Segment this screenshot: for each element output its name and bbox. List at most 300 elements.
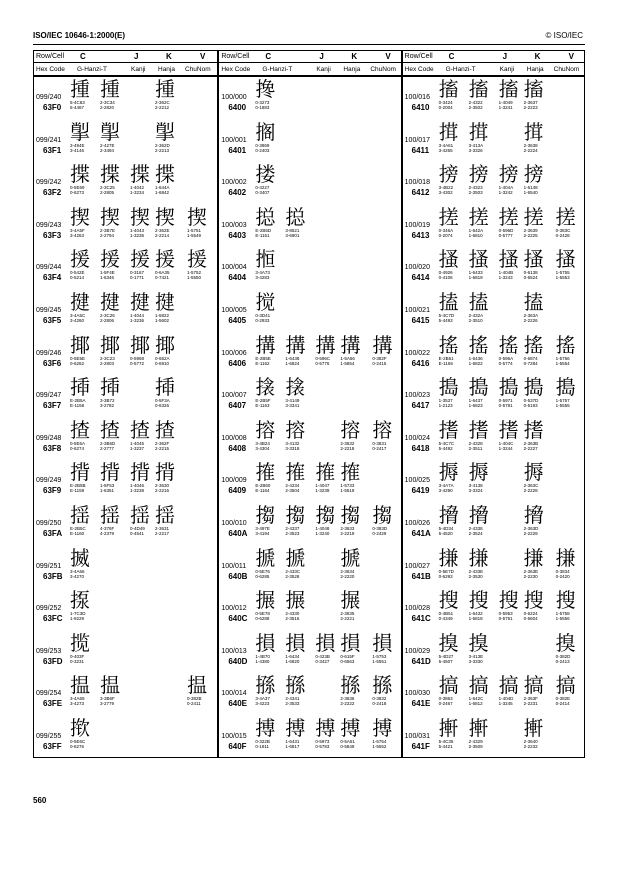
source-codes: [130, 270, 144, 280]
source-codes: [100, 696, 115, 706]
glyph-cell: [255, 589, 285, 621]
column-header-row: [219, 51, 400, 62]
glyph-cell: [469, 589, 499, 621]
source-codes: [469, 143, 484, 153]
glyph-cell: [255, 78, 285, 110]
source-codes: [524, 313, 539, 323]
source-code: 0-382B: [187, 696, 202, 702]
source-code: 3-494E: [70, 142, 85, 148]
table-row: [219, 588, 400, 624]
source-code: 3-6901: [285, 232, 300, 238]
source-codes: [155, 526, 169, 536]
source-codes: [372, 696, 386, 706]
hex-code: 6416: [411, 358, 430, 368]
ideograph-glyph: 揾: [70, 673, 90, 698]
source-code: 0-5772: [130, 360, 145, 366]
source-code: E-2B60: [255, 483, 271, 489]
source-code: 0-322B: [255, 739, 270, 744]
row-cell-label: 100/014: [221, 690, 247, 698]
source-code: 1-3239: [315, 488, 330, 494]
source-code: 1-6148: [523, 185, 538, 191]
source-code: E-1164: [255, 488, 270, 494]
glyph-cell: [100, 248, 130, 280]
glyph-cell: [439, 163, 469, 195]
ideograph-glyph: 搛: [523, 545, 544, 570]
row-cell-label: 100/027: [404, 562, 430, 570]
row-cell-label: 100/005: [221, 307, 247, 314]
glyph-cell: [439, 121, 469, 153]
source-code: 5-4C7C: [438, 440, 455, 446]
source-codes: [100, 185, 115, 195]
glyph-cell: [556, 376, 586, 408]
source-codes: [130, 228, 144, 238]
source-code: 5-4520: [438, 531, 453, 536]
ideograph-glyph: 搉: [285, 460, 306, 485]
row-cell-label: 099/252: [36, 605, 62, 613]
ideograph-glyph: 揹: [155, 460, 175, 485]
source-codes: [100, 483, 114, 493]
source-code: 0-382F: [372, 355, 387, 361]
table-row: [403, 588, 584, 624]
source-code: 5-4D27: [438, 653, 454, 659]
source-code: 0-5751: [498, 616, 513, 622]
row-cell-label: 100/004: [221, 264, 247, 272]
source-code: 0-2411: [187, 701, 201, 707]
source-code: 0-6288: [255, 616, 270, 622]
glyph-cell: [469, 334, 499, 366]
source-codes: [439, 185, 454, 195]
glyph-cell: [524, 674, 554, 706]
source-code: 2-4328: [468, 440, 483, 446]
row-cell-label: 099/254: [36, 690, 62, 698]
source-codes: [340, 356, 355, 366]
glyph-cell: [372, 632, 402, 664]
source-code: 0-3427: [315, 658, 330, 664]
source-code: 2-3C34: [100, 100, 115, 105]
source-code: 1-9229: [70, 616, 85, 622]
ideograph-glyph: 揱: [155, 119, 175, 144]
source-codes: [70, 441, 85, 451]
c-heading: C: [448, 52, 455, 61]
glyph-cell: [469, 78, 499, 110]
source-code: 1-6540: [523, 190, 538, 196]
ideograph-glyph: 搏: [285, 716, 306, 740]
ideograph-glyph: 援: [155, 247, 175, 272]
ideograph-glyph: 搆: [315, 332, 336, 357]
source-code: 2-3634: [340, 568, 355, 574]
source-code: 0-3167: [130, 270, 145, 276]
row-cell-label: 100/025: [404, 477, 430, 485]
ideograph-glyph: 搓: [498, 204, 519, 229]
table-row: [219, 673, 400, 709]
source-codes: [340, 526, 354, 536]
source-codes: [439, 228, 454, 238]
ideograph-glyph: 搘: [438, 417, 459, 442]
table-row: [219, 247, 400, 283]
source-codes: [285, 696, 299, 706]
row-cell-label: 099/245: [36, 307, 62, 314]
source-code: 1-4B70: [255, 653, 270, 659]
source-codes: [372, 654, 386, 664]
ideograph-glyph: 搐: [498, 77, 519, 101]
source-code: 0-2467: [438, 701, 453, 707]
source-code: 0-5193: [523, 403, 538, 409]
source-codes: [469, 739, 483, 749]
source-codes: [255, 611, 270, 621]
ideograph-glyph: 搑: [438, 119, 459, 144]
source-codes: [187, 228, 201, 238]
ideograph-glyph: 搛: [555, 545, 576, 570]
table-row: [403, 120, 584, 153]
hex-code: 6413: [411, 230, 430, 240]
ideograph-glyph: 揵: [100, 290, 120, 314]
source-codes: [499, 185, 514, 195]
source-code: 3-4273: [70, 701, 85, 707]
glyph-cell: [70, 248, 100, 280]
g-hanzi-heading: G-Hanzi-T: [77, 65, 107, 73]
j-heading: J: [134, 52, 139, 61]
glyph-cell: [439, 248, 469, 280]
source-code: 1-3237: [130, 445, 145, 451]
source-code: 0-542E: [70, 270, 85, 276]
source-code: 2-2777: [100, 445, 115, 451]
ideograph-glyph: 揹: [100, 460, 120, 485]
ideograph-glyph: 搗: [468, 375, 489, 400]
source-code: 2-2820: [100, 105, 115, 110]
source-codes: [155, 441, 169, 451]
source-code: 0-5971: [498, 398, 513, 404]
source-code: 3-8521: [285, 227, 300, 233]
source-code: 0-3273: [255, 100, 270, 105]
source-codes: [524, 526, 539, 536]
source-codes: [556, 228, 571, 238]
table-row: [219, 77, 400, 110]
glyph-cell: [255, 419, 285, 451]
source-codes: [469, 398, 483, 408]
header-rule: [33, 44, 585, 45]
source-code: 0-6293: [438, 573, 453, 579]
table-row: [403, 375, 584, 411]
source-codes: [499, 398, 513, 408]
table-row: [403, 546, 584, 579]
hex-code: 63FD: [43, 656, 63, 666]
source-codes: [70, 356, 85, 366]
source-code: 0-2933: [255, 318, 270, 323]
glyph-cell: [524, 78, 554, 110]
source-code: 1-6431: [285, 739, 300, 744]
table-row: [34, 290, 217, 323]
row-cell-label: 100/024: [404, 434, 430, 442]
subheader-row: [403, 62, 584, 77]
k-heading: K: [534, 52, 541, 61]
source-code: 0-382D: [555, 653, 571, 659]
glyph-cell: [556, 248, 586, 280]
ideograph-glyph: 搇: [255, 375, 276, 400]
glyph-cell: [439, 419, 469, 451]
hex-code: 640E: [228, 699, 248, 709]
source-code: 2-3636: [340, 696, 355, 702]
source-code: 0-4D49: [130, 526, 145, 531]
source-code: 1-5752: [187, 270, 202, 276]
ideograph-glyph: 搚: [468, 503, 489, 527]
source-code: 0-7421: [155, 275, 170, 281]
ideograph-glyph: 搜: [498, 588, 519, 613]
ideograph-glyph: 損: [285, 630, 306, 655]
source-code: 2-4341: [285, 696, 300, 702]
source-code: 0-3D41: [255, 313, 271, 318]
hex-code: 63F6: [43, 358, 62, 368]
source-codes: [155, 483, 169, 493]
source-codes: [155, 185, 170, 195]
ideograph-glyph: 搕: [468, 290, 489, 314]
hex-code: 63F5: [43, 316, 62, 325]
source-code: 2-3630: [155, 483, 170, 489]
source-code: 2-363B: [523, 440, 539, 446]
source-code: 2-4329: [468, 739, 483, 744]
source-codes: [70, 228, 85, 238]
ideograph-glyph: 搞: [555, 673, 576, 698]
table-row: [403, 333, 584, 366]
row-cell-label: 100/011: [221, 562, 247, 570]
table-row: [219, 460, 400, 496]
source-codes: [155, 313, 169, 323]
source-code: 3-413A: [468, 142, 484, 148]
ideograph-glyph: 搖: [498, 332, 519, 357]
source-code: 1-5854: [340, 360, 355, 366]
ideograph-glyph: 揲: [100, 162, 120, 187]
source-code: 3-4138: [468, 483, 483, 489]
source-code: 1-6812: [468, 701, 483, 707]
source-code: 1-4047: [315, 483, 330, 489]
table-row: [34, 716, 217, 749]
source-code: 2-3B6D: [100, 440, 116, 446]
row-cell-label: 099/244: [36, 264, 62, 272]
chart-column: [34, 51, 217, 757]
glyph-cell: [524, 461, 554, 493]
glyph-cell: [100, 376, 130, 408]
source-code: 2-3504: [285, 488, 300, 494]
source-code: 1-6810: [468, 232, 483, 238]
source-code: 0-3231: [70, 658, 85, 664]
ideograph-glyph: 損: [255, 630, 276, 655]
ideograph-glyph: 搙: [523, 460, 544, 485]
source-code: E-1161: [255, 232, 270, 238]
source-code: 2-2231: [523, 701, 538, 707]
hex-code: 641C: [411, 614, 431, 624]
glyph-cell: [70, 334, 100, 366]
row-cell-label: 100/022: [404, 349, 430, 357]
ideograph-glyph: 搔: [555, 247, 576, 272]
ideograph-glyph: 揳: [100, 204, 120, 229]
source-codes: [524, 143, 538, 153]
glyph-cell: [469, 504, 499, 536]
source-code: 1-6436: [468, 355, 483, 361]
source-codes: [130, 313, 144, 323]
source-codes: [499, 356, 514, 366]
row-cell-label: 100/000: [221, 94, 247, 101]
source-code: E-2B5E: [255, 355, 271, 361]
source-code: 2-3C23: [100, 355, 115, 361]
row-cell-label: 100/002: [221, 179, 247, 187]
source-code: 1-6433: [468, 270, 483, 276]
ideograph-glyph: 揿: [70, 716, 90, 740]
row-list: [34, 77, 217, 757]
ideograph-glyph: 揲: [130, 162, 150, 187]
glyph-cell: [439, 547, 469, 579]
ideograph-glyph: 搞: [498, 673, 519, 698]
source-codes: [255, 228, 271, 238]
table-row: [219, 375, 400, 411]
subheader-row: [219, 62, 400, 77]
source-code: 3-4304: [255, 445, 270, 451]
ideograph-glyph: 揾: [100, 673, 120, 698]
hexcode-heading: Hex Code: [36, 65, 65, 73]
source-code: 1-5519: [340, 488, 355, 494]
source-code: 1-5552: [372, 744, 387, 749]
source-code: 2-4323: [468, 185, 483, 191]
table-row: [219, 716, 400, 749]
hanja-heading: Hanja: [158, 65, 175, 73]
glyph-cell: [285, 717, 315, 749]
ideograph-glyph: 搋: [340, 545, 361, 570]
source-codes: [499, 228, 514, 238]
source-code: 2-2222: [340, 701, 355, 707]
v-heading: V: [385, 52, 391, 61]
glyph-cell: [155, 376, 185, 408]
ideograph-glyph: 搞: [523, 673, 544, 698]
ideograph-glyph: 揷: [70, 375, 90, 400]
source-code: 1-3245: [498, 701, 513, 707]
ideograph-glyph: 搞: [468, 673, 489, 698]
ideograph-glyph: 搉: [340, 460, 361, 485]
source-codes: [469, 356, 483, 366]
source-codes: [372, 739, 386, 749]
source-codes: [439, 313, 455, 323]
glyph-cell: [439, 674, 469, 706]
source-codes: [556, 398, 570, 408]
ideograph-glyph: 損: [372, 630, 393, 655]
source-code: 1-404C: [498, 440, 514, 446]
source-code: 2-4234: [285, 483, 300, 489]
table-row: [219, 418, 400, 451]
source-code: 2-2223: [523, 105, 538, 110]
source-codes: [255, 569, 270, 579]
ideograph-glyph: 揶: [130, 332, 150, 357]
ideograph-glyph: 搚: [523, 503, 544, 527]
source-codes: [439, 569, 454, 579]
hex-code: 6407: [228, 401, 247, 411]
ideograph-glyph: 揺: [100, 503, 120, 527]
source-code: 1-3243: [498, 275, 513, 281]
source-code: 5-4D34: [438, 526, 454, 531]
glyph-cell: [285, 547, 315, 579]
ideograph-glyph: 搟: [523, 716, 544, 740]
ideograph-glyph: 搊: [315, 503, 336, 527]
source-code: 0-6910: [155, 360, 170, 366]
ideograph-glyph: 揳: [187, 204, 207, 229]
source-code: 1-5549: [187, 232, 202, 238]
glyph-cell: [524, 206, 554, 238]
source-codes: [100, 441, 115, 451]
glyph-cell: [439, 334, 469, 366]
source-codes: [100, 270, 115, 280]
source-code: E-2B5F: [255, 398, 271, 404]
source-code: 0-6262: [70, 360, 85, 366]
hex-code: 6410: [411, 103, 430, 112]
ideograph-glyph: 搌: [255, 588, 276, 613]
ideograph-glyph: 揺: [155, 503, 175, 527]
source-code: 3-3B72: [100, 398, 115, 404]
glyph-cell: [469, 632, 499, 664]
table-row: [219, 546, 400, 579]
source-code: 0-5E6A: [70, 440, 86, 446]
glyph-cell: [469, 674, 499, 706]
source-code: 0-4227: [255, 185, 270, 191]
source-codes: [340, 611, 354, 621]
glyph-cell: [524, 504, 554, 536]
source-code: 3-4132: [285, 440, 300, 446]
glyph-cell: [340, 334, 370, 366]
source-codes: [469, 100, 483, 110]
glyph-cell: [372, 674, 402, 706]
source-code: 0-383C: [555, 227, 571, 233]
source-codes: [255, 143, 269, 153]
source-code: 1-5550: [187, 275, 202, 281]
source-code: 0-537D: [523, 398, 539, 404]
source-code: 2-4330: [285, 611, 300, 617]
glyph-cell: [340, 632, 370, 664]
hex-code: 640C: [228, 614, 248, 624]
row-list: [403, 77, 584, 757]
source-codes: [340, 483, 354, 493]
ideograph-glyph: 搈: [255, 417, 276, 442]
source-codes: [372, 441, 386, 451]
hex-code: 63F3: [43, 230, 62, 240]
hex-code: 641A: [411, 529, 431, 538]
glyph-cell: [340, 547, 370, 579]
source-codes: [285, 654, 299, 664]
source-code: 5-4492: [438, 445, 453, 451]
source-code: 0-2415: [372, 360, 387, 366]
source-code: 0-6138: [523, 270, 538, 276]
ideograph-glyph: 揰: [70, 77, 90, 101]
source-code: 1-4049: [498, 100, 513, 105]
glyph-cell: [100, 291, 130, 323]
source-code: 2-3530: [468, 573, 483, 579]
glyph-cell: [524, 334, 554, 366]
source-code: 1-5822: [155, 313, 170, 318]
k-heading: K: [166, 52, 172, 61]
hex-code: 6412: [411, 188, 430, 198]
source-code: 2-3633: [340, 526, 355, 531]
ideograph-glyph: 搌: [285, 588, 306, 613]
row-cell-label: 100/012: [221, 605, 247, 613]
ideograph-glyph: 搏: [372, 716, 393, 740]
ideograph-glyph: 搋: [285, 545, 306, 570]
row-cell-label: 099/248: [36, 434, 62, 442]
g-hanzi-heading: G-Hanzi-T: [445, 65, 476, 73]
table-row: [403, 418, 584, 451]
glyph-cell: [372, 717, 402, 749]
source-code: 0-3424: [438, 100, 453, 105]
source-codes: [499, 611, 513, 621]
glyph-cell: [255, 121, 285, 153]
ideograph-glyph: 揹: [70, 460, 90, 485]
hex-code: 640B: [228, 571, 248, 581]
source-codes: [340, 696, 354, 706]
source-codes: [70, 569, 85, 579]
source-code: E-1158: [70, 403, 85, 409]
